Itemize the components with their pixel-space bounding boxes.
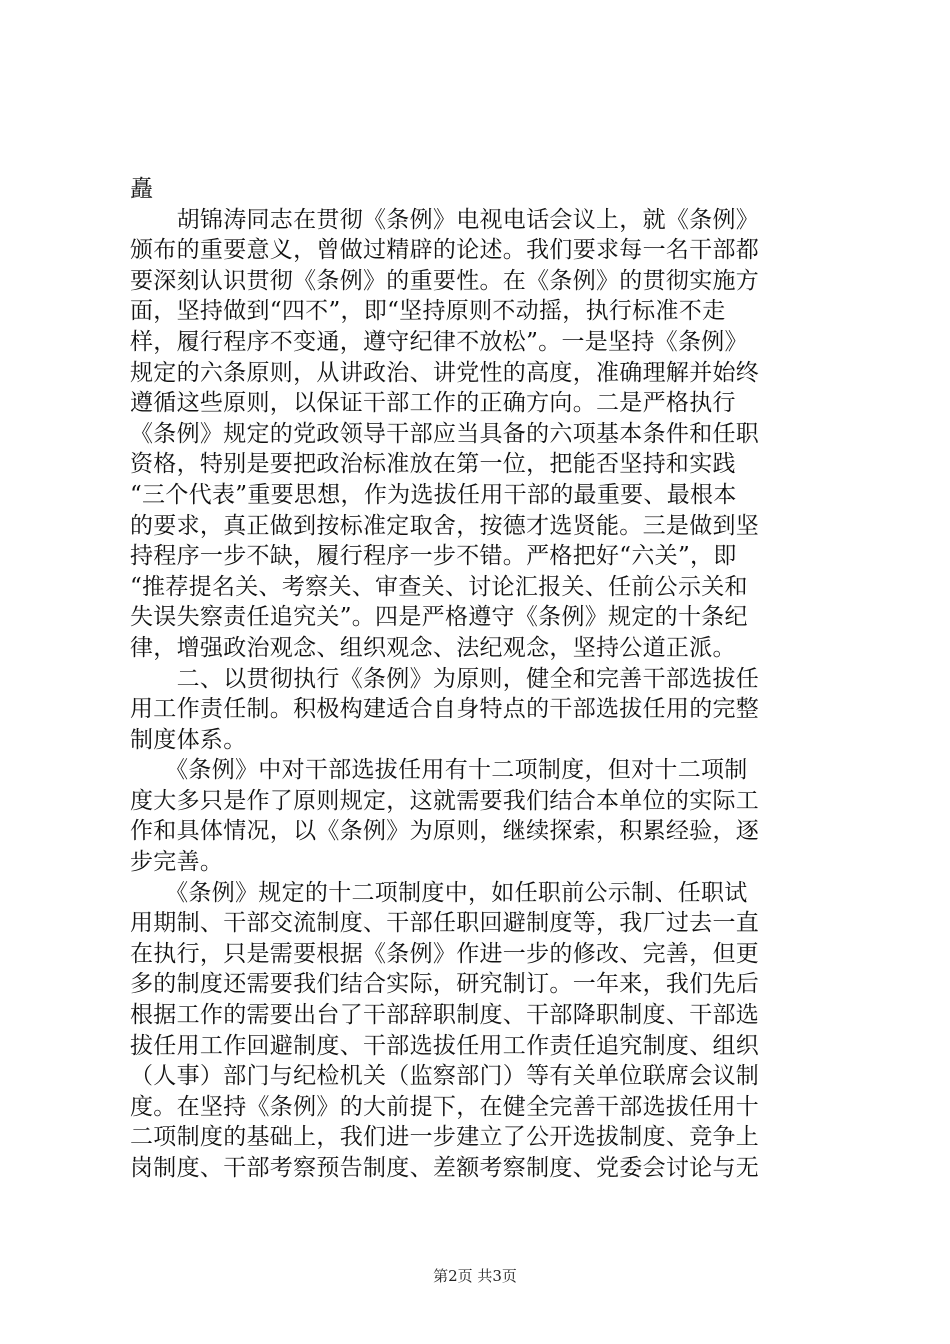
- text-line: 遵循这些原则，以保证干部工作的正确方向。二是严格执行: [130, 390, 736, 417]
- document-body: [130, 174, 830, 1184]
- text-line: 二项制度的基础上，我们进一步建立了公开选拔制度、竞争上: [130, 1124, 760, 1151]
- text-line: “推荐提名关、考察关、审查关、讨论汇报关、任前公示关和: [130, 573, 748, 600]
- text-line: 样，履行程序不变通，遵守纪律不放松”。一是坚持《条例》: [130, 328, 748, 355]
- text-line: 《条例》中对干部选拔任用有十二项制度，但对十二项制: [130, 757, 748, 784]
- text-line: 用期制、干部交流制度、干部任职回避制度等，我厂过去一直: [130, 910, 760, 937]
- text-line: 步完善。: [130, 849, 224, 876]
- text-line: 的要求，真正做到按标准定取舍，按德才选贤能。三是做到坚: [130, 512, 760, 539]
- text-line: 颁布的重要意义，曾做过精辟的论述。我们要求每一名干部都: [130, 237, 760, 264]
- text-line: 作和具体情况，以《条例》为原则，继续探索，积累经验，逐: [130, 818, 760, 845]
- text-line: 用工作责任制。积极构建适合自身特点的干部选拔任用的完整: [130, 696, 760, 723]
- text-line: 面，坚持做到“四不”，即“坚持原则不动摇，执行标准不走: [130, 298, 726, 325]
- text-line: 在执行，只是需要根据《条例》作进一步的修改、完善，但更: [130, 940, 760, 967]
- text-line: 《条例》规定的十二项制度中，如任职前公示制、任职试: [130, 879, 748, 906]
- text-line: 持程序一步不缺，履行程序一步不错。严格把好“六关”，即: [130, 543, 737, 570]
- text-line: 度大多只是作了原则规定，这就需要我们结合本单位的实际工: [130, 787, 760, 814]
- text-line: “三个代表”重要思想，作为选拔任用干部的最重要、最根本: [130, 481, 737, 508]
- text-line: 多的制度还需要我们结合实际，研究制订。一年来，我们先后: [130, 971, 760, 998]
- text-line: 《条例》规定的党政领导干部应当具备的六项基本条件和任职: [130, 420, 760, 447]
- text-line: 律，增强政治观念、组织观念、法纪观念，坚持公道正派。: [130, 634, 736, 661]
- page-number-footer: 第2页 共3页: [433, 1267, 517, 1285]
- text-line: 胡锦涛同志在贯彻《条例》电视电话会议上，就《条例》: [130, 206, 760, 233]
- text-line: 要深刻认识贯彻《条例》的重要性。在《条例》的贯彻实施方: [130, 267, 760, 294]
- text-line: 失误失察责任追究关”。四是严格遵守《条例》规定的十条纪: [130, 604, 748, 631]
- text-line: 二、以贯彻执行《条例》为原则，健全和完善干部选拔任: [130, 665, 760, 692]
- text-line: 资格，特别是要把政治标准放在第一位，把能否坚持和实践: [130, 451, 736, 478]
- text-line: 根据工作的需要出台了干部辞职制度、干部降职制度、干部选: [130, 1002, 760, 1029]
- text-line: 矗: [130, 176, 154, 202]
- text-line: （人事）部门与纪检机关（监察部门）等有关单位联席会议制: [130, 1063, 760, 1090]
- text-line: 拔任用工作回避制度、干部选拔任用工作责任追究制度、组织: [130, 1032, 760, 1059]
- text-line: 规定的六条原则，从讲政治、讲党性的高度，准确理解并始终: [130, 359, 760, 386]
- text-line: 岗制度、干部考察预告制度、差额考察制度、党委会讨论与无: [130, 1155, 760, 1181]
- text-line: 度。在坚持《条例》的大前提下，在健全完善干部选拔任用十: [130, 1093, 760, 1120]
- text-line: 制度体系。: [130, 726, 247, 753]
